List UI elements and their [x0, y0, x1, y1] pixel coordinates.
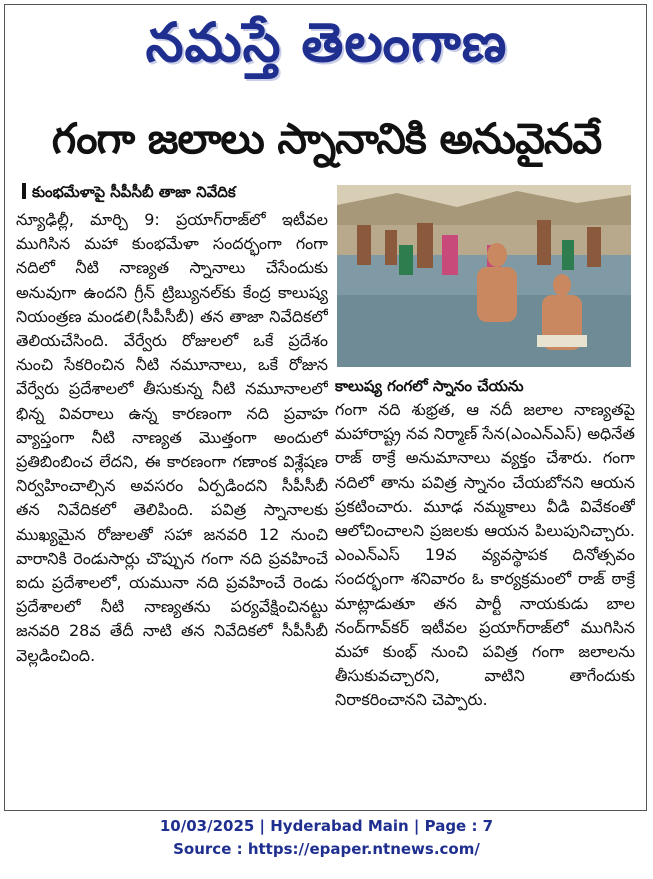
river-bathers-photo: [337, 185, 631, 367]
photo-illustration: [337, 185, 631, 367]
side-story-heading: కాలుష్య గంగలో స్నానం చేయను: [335, 377, 524, 395]
article-body-left: న్యూఢిల్లీ, మార్చి 9: ప్రయాగ్‌రాజ్‌లో ఇటీవల ముగిసిన మహా కుంభమేళా సందర్భంగా గంగా నదిలో నీటి నాణ్యత స్నానాలు చేసేందుకు అనువుగా ఉందని గ్రీన్ ట్రిబ్యునల్‌కు కేంద్ర కాలుష్య నియంత్రణ మండలి(సీపీసీబీ) తన తాజా నివేదికలో తెలియచేసింది. వేర్వేరు రోజులలో ఒకే ప్రదేశం నుంచి సేకరించిన నీటి నమూనాలు, ఒకే రోజున వేర్వేరు ప్రదేశాలలో తీసుకున్న నీటి నమూనాలలో భిన్న వివరాలు ఉన్న కారణంగా నది ప్రవాహ వ్యాప్తంగా నీటి నాణ్యత మొత్తంగా అందులో ప్రతిబింబించ లేదని, ఈ కారణంగా గణాంక విశ్లేషణ నిర్వహించాల్సిన అవసరం ఏర్పడిందని సీపీసీబీ తన నివేదికలో తెలిపింది. పవిత్ర స్నానాలకు ముఖ్యమైన రోజులతో సహా జనవరి 12 నుంచి వారానికి రెండుసార్లు చొప్పున గంగా నది ప్రవహించే ఐదు ప్రదేశాలలో, యమునా నది ప్రవహించే రెండు ప్రదేశాలలో నీటి నాణ్యతను పర్యవేక్షించినట్టు జనవరి 28వ తేదీ నాటి తన నివేదికలో సీపీసీబీ వెల్లడించింది.: [16, 210, 328, 665]
newspaper-masthead: నమస్తే తెలంగాణ: [145, 11, 508, 74]
page-footer: [0, 815, 653, 861]
article-headline: గంగా జలాలు స్నానానికి అనువైనవే: [51, 114, 602, 163]
source-link[interactable]: Source : https://epaper.ntnews.com/: [173, 840, 480, 858]
edition-info: 10/03/2025 | Hyderabad Main | Page : 7: [159, 817, 494, 835]
article-body-right: గంగా నది శుభ్రత, ఆ నదీ జలాల నాణ్యతపై మహారాష్ట్ర నవ నిర్మాణ్ సేన(ఎంఎన్‌ఎస్) అధినేత రాజ్ ఠాక్రే అనుమానాలు వ్యక్తం చేశారు. గంగా నదిలో తాను పవిత్ర స్నానం చేయబోనని ఆయన ప్రకటించారు. మూఢ నమ్మకాలు వీడి వివేకంతో ఆలోచించాలని ప్రజలకు ఆయన పిలుపునిచ్చారు. ఎంఎన్‌ఎస్ 19వ వ్యవస్థాపక దినోత్సవం సందర్భంగా శనివారం ఓ కార్యక్రమంలో రాజ్ ఠాక్రే మాట్లాడుతూ తన పార్టీ నాయకుడు బాల నంద్‌గావ్‌కర్ ఇటీవల ప్రయాగ్‌రాజ్‌లో ముగిసిన మహా కుంభ్ నుంచి పవిత్ర గంగా జలాలను తీసుకువచ్చారని, వాటిని తాగేందుకు నిరాకరించానని చెప్పారు.: [335, 400, 635, 710]
subhead-marker: [22, 183, 26, 199]
subheadline-text: కుంభమేళాపై సీపీసీబీ తాజా నివేదిక: [32, 183, 236, 201]
article-subheadline: [22, 180, 332, 204]
